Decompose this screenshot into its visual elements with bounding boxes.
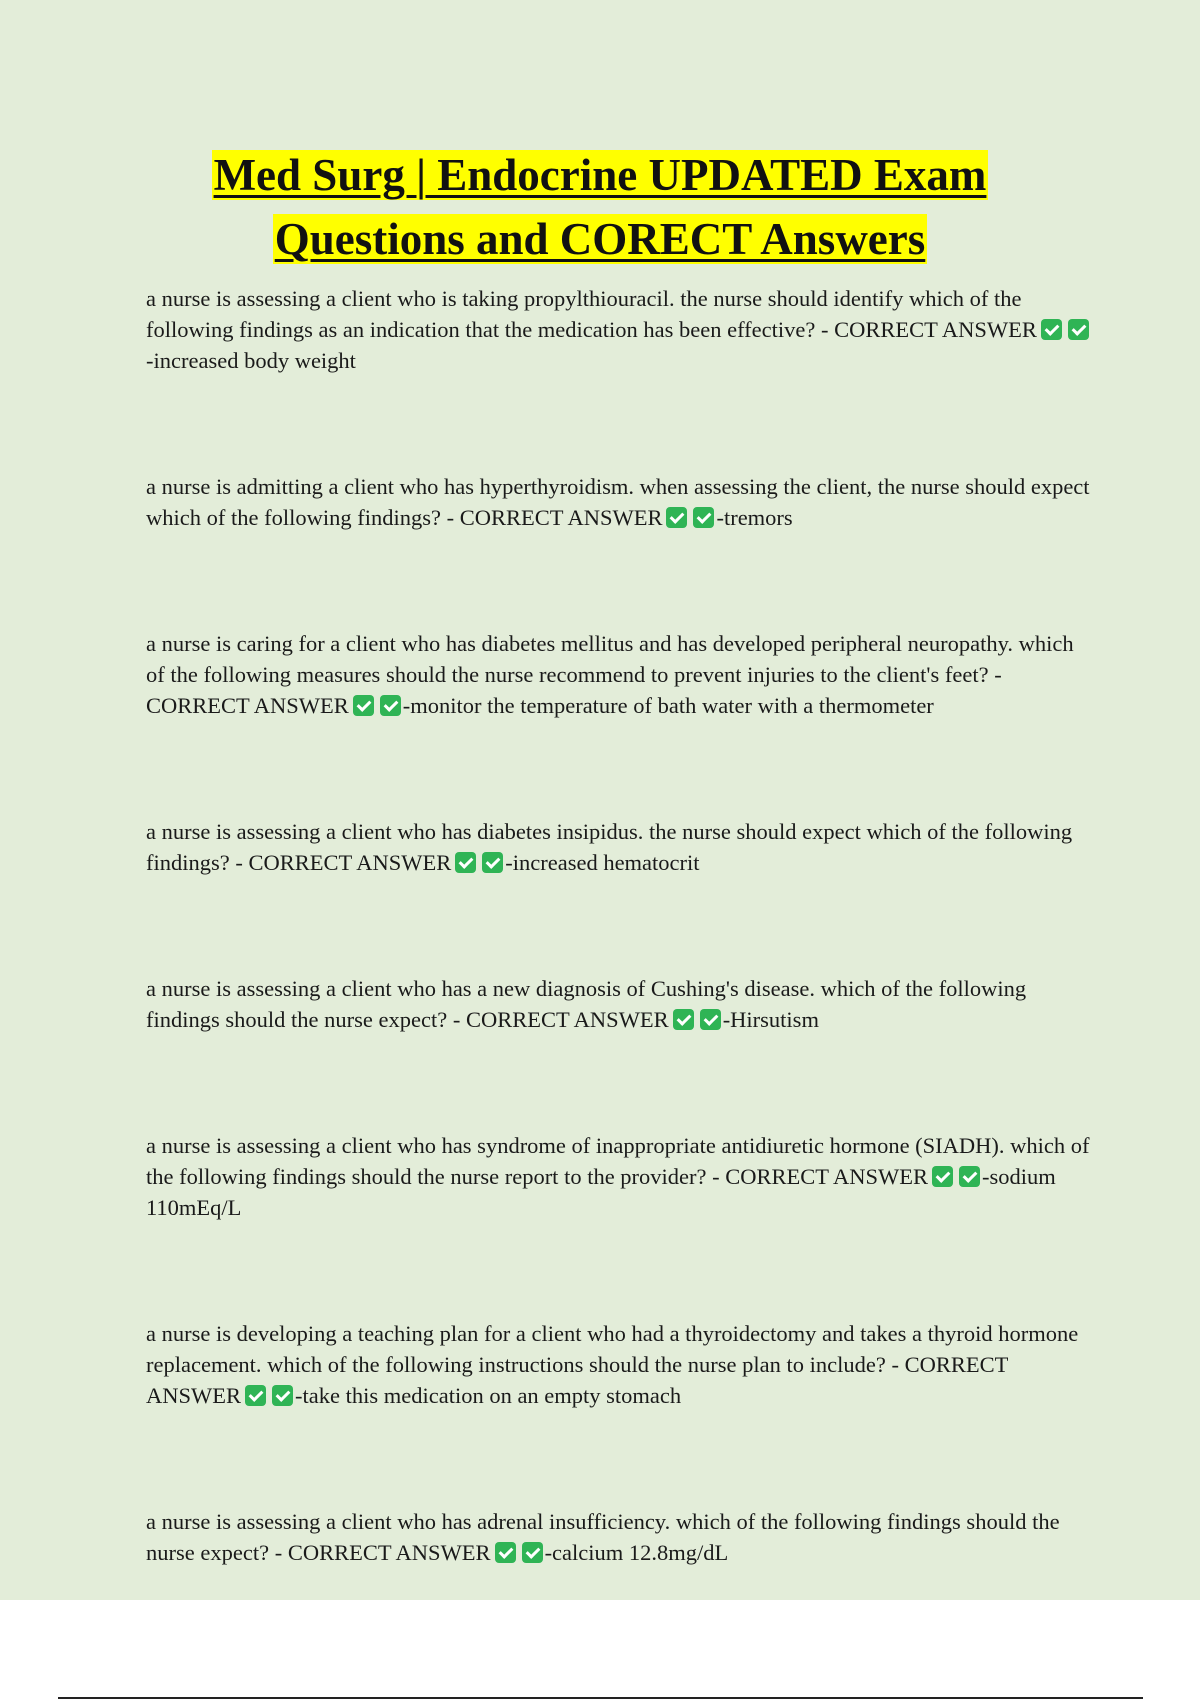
check-box-icon xyxy=(1041,319,1062,340)
answer-text: -increased body weight xyxy=(146,348,356,373)
check-box-icon xyxy=(245,1385,266,1406)
footer-divider xyxy=(58,1697,1143,1699)
correct-answer-label: CORRECT ANSWER xyxy=(248,850,452,875)
title-line-2: Questions and CORECT Answers xyxy=(274,214,926,264)
answer-text: -take this medication on an empty stomach xyxy=(295,1383,682,1408)
check-box-icon xyxy=(1068,319,1089,340)
document-title xyxy=(212,143,989,271)
separator: - xyxy=(269,1540,288,1565)
qa-item xyxy=(146,1506,1096,1568)
separator: - xyxy=(229,850,249,875)
correct-answer-label: CORRECT ANSWER xyxy=(834,317,1037,342)
qa-list xyxy=(146,283,1096,1663)
title-wrap xyxy=(0,143,1200,271)
check-box-icon xyxy=(495,1542,516,1563)
qa-item xyxy=(146,283,1096,376)
qa-item xyxy=(146,816,1096,878)
title-line-1: Med Surg | Endocrine UPDATED Exam xyxy=(213,150,987,200)
check-box-icon xyxy=(272,1385,293,1406)
question-text: a nurse is assessing a client who has adrenal insufficiency. which of the following findings should the nurse expect? xyxy=(146,1509,1060,1565)
qa-item xyxy=(146,1318,1096,1411)
check-box-icon xyxy=(482,852,503,873)
check-box-icon xyxy=(455,852,476,873)
qa-item xyxy=(146,628,1096,721)
correct-answer-label: CORRECT ANSWER xyxy=(725,1164,929,1189)
check-box-icon xyxy=(666,507,687,528)
separator: - xyxy=(815,317,835,342)
check-box-icon xyxy=(353,695,374,716)
check-box-icon xyxy=(693,507,714,528)
check-box-icon xyxy=(700,1009,721,1030)
question-text: a nurse is caring for a client who has diabetes mellitus and has developed peripheral neuropathy. which of the following measures should the nurse recommend to prevent injuries to the client's feet? xyxy=(146,631,1074,687)
correct-answer-label: CORRECT ANSWER xyxy=(287,1540,491,1565)
question-text: a nurse is assessing a client who is taking propylthiouracil. the nurse should identify which of the following findings as an indication that the medication has been effective? xyxy=(146,286,1022,342)
separator: - xyxy=(706,1164,726,1189)
question-text: a nurse is assessing a client who has diabetes insipidus. the nurse should expect which of the following findings? xyxy=(146,819,1073,875)
question-text: a nurse is assessing a client who has syndrome of inappropriate antidiuretic hormone (SIADH). which of the following findings should the nurse report to the provider? xyxy=(146,1133,1090,1189)
answer-text: -increased hematocrit xyxy=(505,850,700,875)
correct-answer-label: CORRECT ANSWER xyxy=(459,505,663,530)
answer-text: -tremors xyxy=(716,505,793,530)
separator: - xyxy=(440,505,460,530)
answer-text: -calcium 12.8mg/dL xyxy=(544,1540,729,1565)
question-text: a nurse is developing a teaching plan for a client who had a thyroidectomy and takes a thyroid hormone replacement. which of the following instructions should the nurse plan to include? xyxy=(146,1321,1079,1377)
qa-item xyxy=(146,973,1096,1035)
qa-item xyxy=(146,471,1096,533)
answer-text: -sodium 110mEq/L xyxy=(146,1164,1056,1220)
separator: - xyxy=(885,1352,905,1377)
correct-answer-label: CORRECT ANSWER xyxy=(146,1352,1008,1408)
separator: - xyxy=(447,1007,466,1032)
check-box-icon xyxy=(932,1166,953,1187)
question-text: a nurse is assessing a client who has a new diagnosis of Cushing's disease. which of the following findings should the nurse expect? xyxy=(146,976,1027,1032)
check-box-icon xyxy=(380,695,401,716)
check-box-icon xyxy=(673,1009,694,1030)
check-box-icon xyxy=(959,1166,980,1187)
separator: - xyxy=(988,662,1002,687)
qa-item xyxy=(146,1130,1096,1223)
check-box-icon xyxy=(522,1542,543,1563)
correct-answer-label: CORRECT ANSWER xyxy=(146,693,349,718)
correct-answer-label: CORRECT ANSWER xyxy=(465,1007,669,1032)
answer-text: -monitor the temperature of bath water with a thermometer xyxy=(402,693,934,718)
answer-text: -Hirsutism xyxy=(722,1007,819,1032)
question-text: a nurse is admitting a client who has hyperthyroidism. when assessing the client, the nurse should expect which of the following findings? xyxy=(146,474,1090,530)
